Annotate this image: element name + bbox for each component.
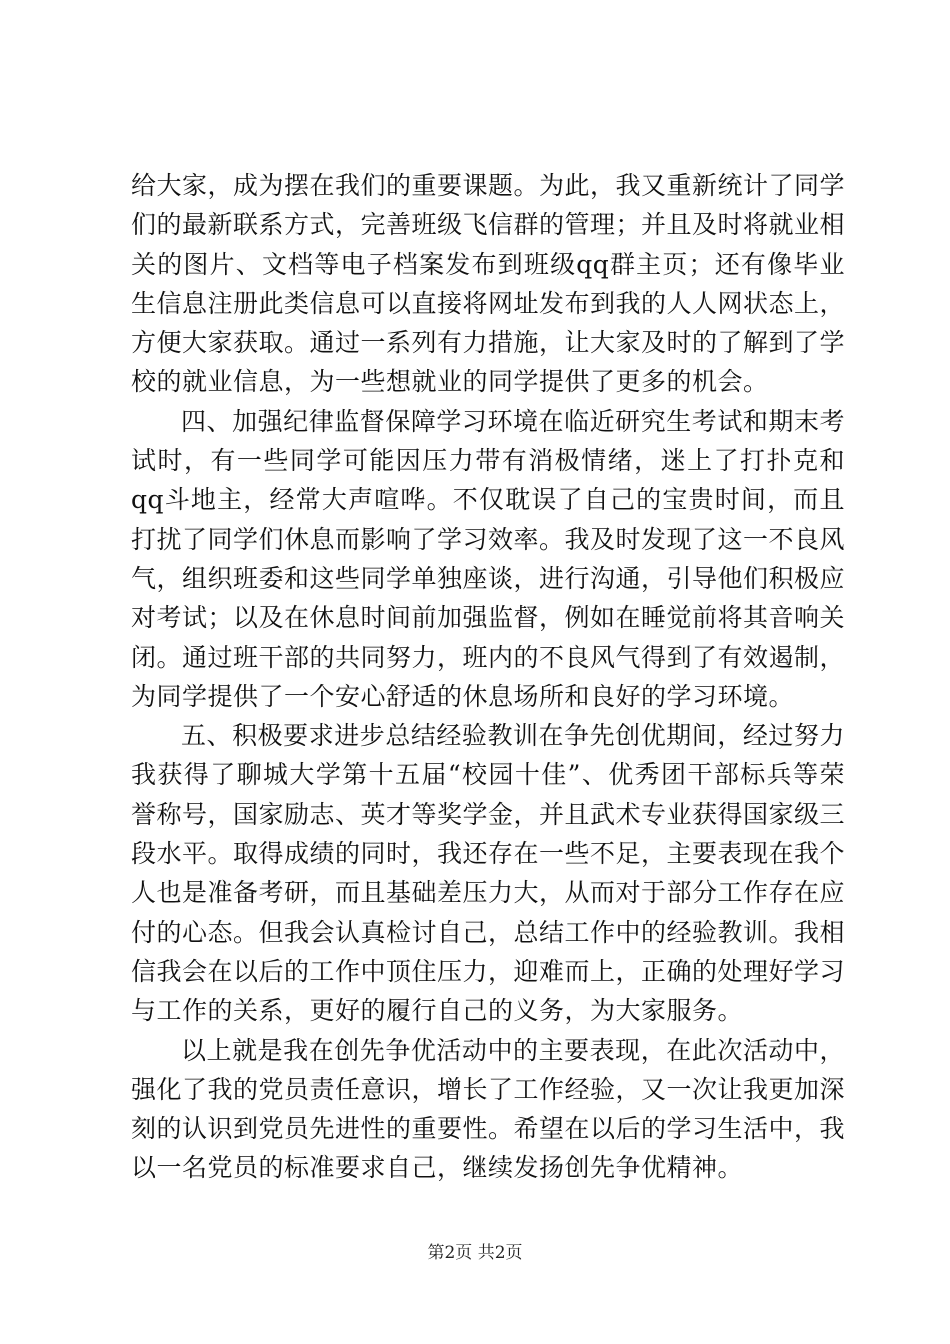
paragraph-section-five: 五、积极要求进步总结经验教训在争先创优期间，经过努力我获得了聊城大学第十五届“校园十佳”、优秀团干部标兵等荣誉称号，国家励志、英才等奖学金，并且武术专业获得国家级三段水平。取得成绩的同时，我还存在一些不足，主要表现在我个人也是准备考研，而且基础差压力大，从而对于部分工作存在应付的心态。但我会认真检讨自己，总结工作中的经验教训。我相信我会在以后的工作中顶住压力，迎难而上，正确的处理好学习与工作的关系，更好的履行自己的义务，为大家服务。: [131, 721, 846, 1026]
paragraph-continuation: 给大家，成为摆在我们的重要课题。为此，我又重新统计了同学们的最新联系方式，完善班级飞信群的管理；并且及时将就业相关的图片、文档等电子档案发布到班级qq群主页；还有像毕业生信息注册此类信息可以直接将网址发布到我的人人网状态上，方便大家获取。通过一系列有力措施，让大家及时的了解到了学校的就业信息，为一些想就业的同学提供了更多的机会。: [131, 171, 846, 397]
paragraph-conclusion: 以上就是我在创先争优活动中的主要表现，在此次活动中，强化了我的党员责任意识，增长了工作经验，又一次让我更加深刻的认识到党员先进性的重要性。希望在以后的学习生活中，我以一名党员的标准要求自己，继续发扬创先争优精神。: [131, 1035, 846, 1183]
page-footer: 第2页 共2页: [427, 1243, 523, 1263]
paragraph-section-four: 四、加强纪律监督保障学习环境在临近研究生考试和期末考试时，有一些同学可能因压力带有消极情绪，迷上了打扑克和qq斗地主，经常大声喧哗。不仅耽误了自己的宝贵时间，而且打扰了同学们休息而影响了学习效率。我及时发现了这一不良风气，组织班委和这些同学单独座谈，进行沟通，引导他们积极应对考试；以及在休息时间前加强监督，例如在睡觉前将其音响关闭。通过班干部的共同努力，班内的不良风气得到了有效遏制，为同学提供了一个安心舒适的休息场所和良好的学习环境。: [131, 406, 846, 711]
document-body: [131, 166, 845, 1188]
